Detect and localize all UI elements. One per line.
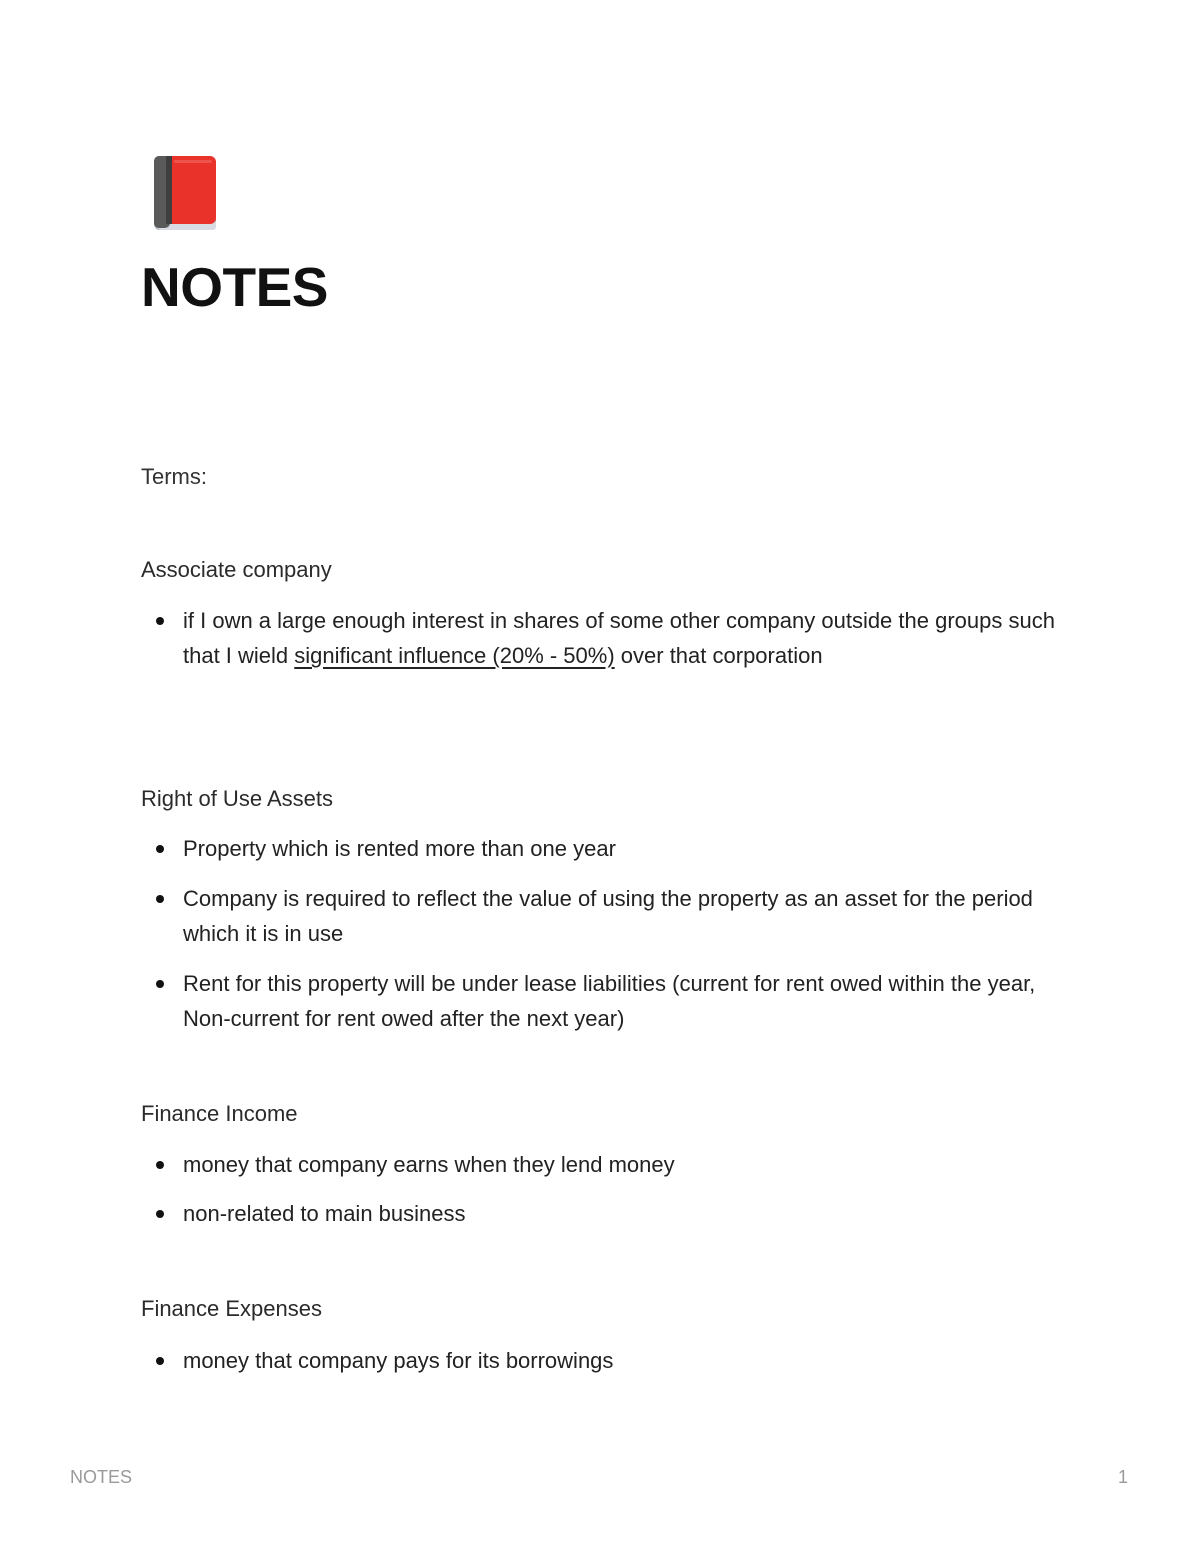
bullet-text: money that company earns when they lend money	[183, 1152, 675, 1177]
list-item	[141, 881, 1061, 951]
list-item	[141, 603, 1061, 673]
list-item	[141, 831, 1061, 866]
bullet-dot-icon	[156, 1210, 164, 1218]
red-book-icon	[152, 154, 218, 234]
footer-page-number: 1	[1117, 1467, 1128, 1487]
bullet-list	[141, 1343, 1061, 1378]
bullet-text: over that corporation	[614, 643, 823, 668]
bullet-text: Company is required to reflect the value of using the property as an asset for the period which it is in use	[183, 886, 1033, 946]
bullet-text: money that company pays for its borrowings	[183, 1348, 614, 1373]
list-item	[141, 966, 1061, 1036]
section-heading: Right of Use Assets	[141, 786, 333, 811]
section-right-of-use-assets	[141, 785, 1061, 1036]
bullet-dot-icon	[156, 617, 164, 625]
bullet-dot-icon	[156, 1161, 164, 1169]
section-heading: Associate company	[141, 557, 332, 582]
page-title: NOTES	[141, 256, 328, 318]
section-heading: Finance Income	[141, 1101, 298, 1126]
terms-label: Terms:	[141, 464, 207, 489]
bullet-list	[141, 603, 1061, 673]
list-item	[141, 1196, 1061, 1231]
list-item	[141, 1147, 1061, 1182]
bullet-dot-icon	[156, 895, 164, 903]
bullet-text: Property which is rented more than one year	[183, 836, 616, 861]
bullet-list	[141, 831, 1061, 1036]
underlined-text: significant influence (20% - 50%)	[294, 643, 615, 668]
section-finance-expenses	[141, 1295, 1061, 1378]
bullet-text: non-related to main business	[183, 1201, 466, 1226]
bullet-list	[141, 1147, 1061, 1231]
bullet-text: Rent for this property will be under lease liabilities (current for rent owed within the year, Non-current for rent owed after the next year)	[183, 971, 1036, 1031]
bullet-dot-icon	[156, 845, 164, 853]
bullet-text: if I own a large enough interest in shares of some other company outside the groups such that I wield	[183, 608, 1055, 668]
bullet-dot-icon	[156, 980, 164, 988]
footer-doc-name: NOTES	[70, 1467, 133, 1487]
section-associate-company	[141, 556, 1061, 673]
list-item	[141, 1343, 1061, 1378]
bullet-dot-icon	[156, 1357, 164, 1365]
section-heading: Finance Expenses	[141, 1296, 322, 1321]
section-finance-income	[141, 1100, 1061, 1231]
